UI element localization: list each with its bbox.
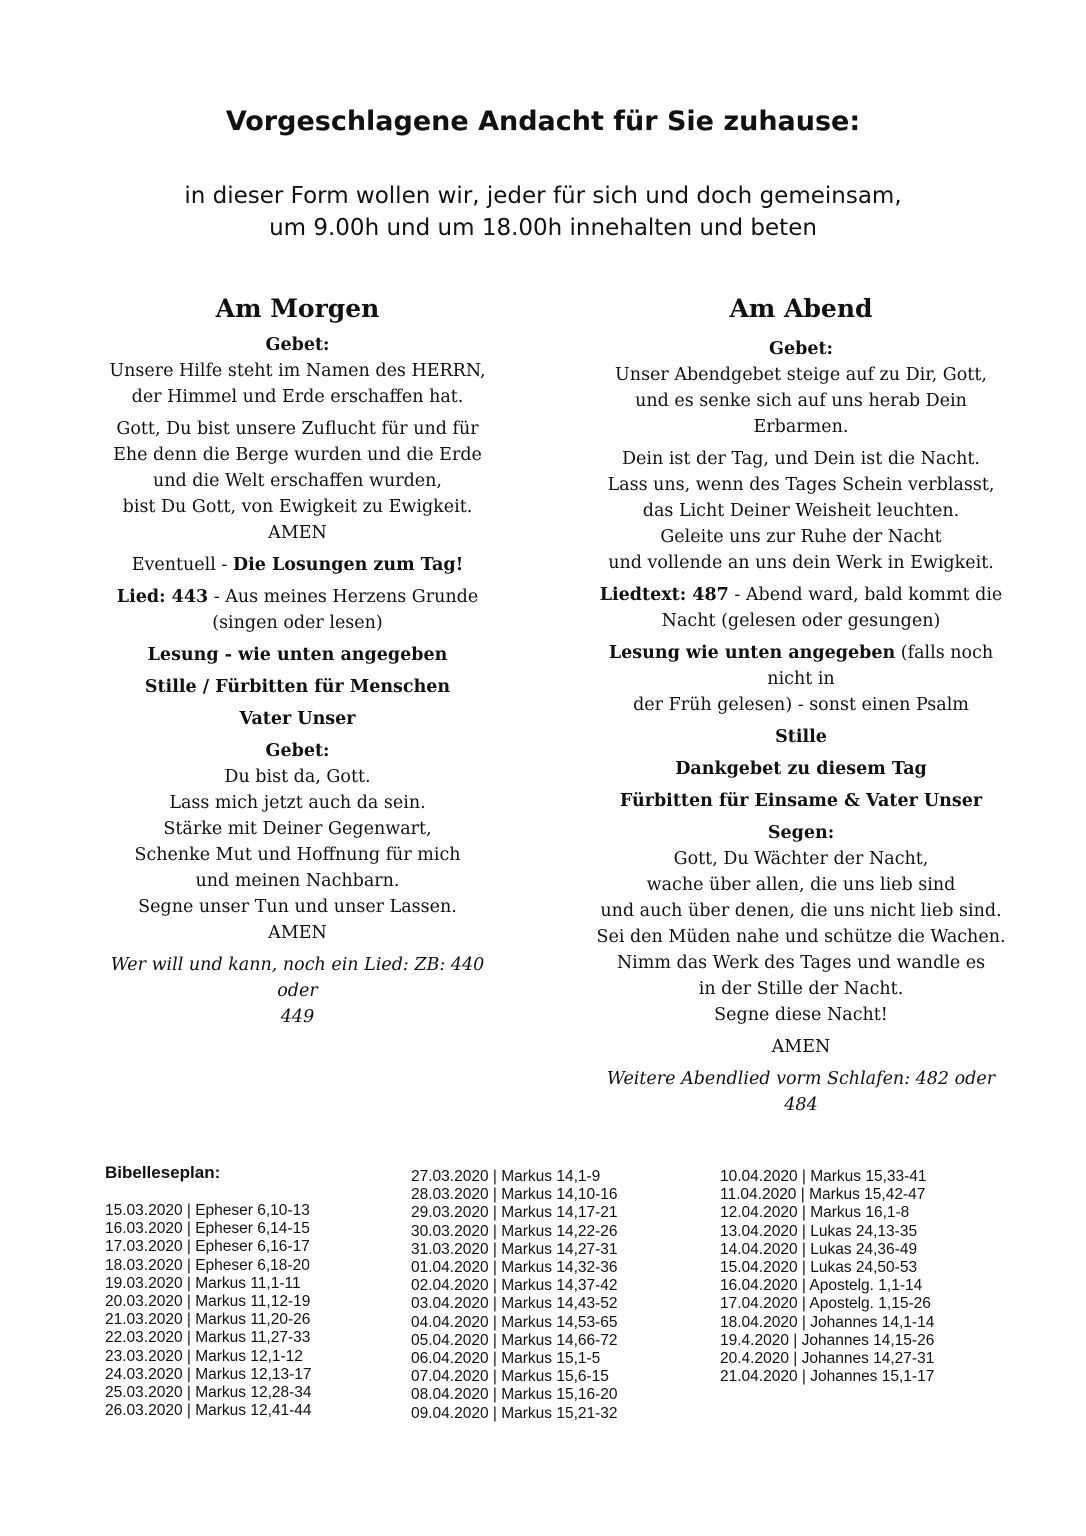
text-line: Dein ist der Tag, und Dein ist die Nacht. xyxy=(622,449,980,469)
reading-entry: 13.04.2020 | Lukas 24,13-35 xyxy=(720,1222,918,1240)
lied-text: - Aus meines Herzens Grunde xyxy=(208,587,479,607)
stille-line: Stille xyxy=(775,727,827,747)
text-line: Wer will und kann, noch ein Lied: ZB: 440 oder xyxy=(110,955,485,1001)
text-line: wache über allen, die uns lieb sind xyxy=(646,875,956,895)
reading-entry: 16.03.2020 | Epheser 6,14-15 xyxy=(105,1220,310,1238)
text-line: Lass mich jetzt auch da sein. xyxy=(169,793,426,813)
morning-gebet2-block xyxy=(95,738,500,946)
page-title: Vorgeschlagene Andacht für Sie zuhause: xyxy=(225,106,861,137)
lesung-line: Lesung - wie unten angegeben xyxy=(147,645,448,665)
morning-heading: Am Morgen xyxy=(215,294,380,323)
text-line: bist Du Gott, von Ewigkeit zu Ewigkeit. xyxy=(122,497,473,517)
reading-entry: 18.03.2020 | Epheser 6,18-20 xyxy=(105,1256,310,1274)
reading-entry: 03.04.2020 | Markus 14,43-52 xyxy=(411,1295,618,1313)
liedtext-text: - Abend ward, bald kommt die xyxy=(728,585,1003,605)
reading-entry: 05.04.2020 | Markus 14,66-72 xyxy=(411,1331,618,1349)
morning-gebet-block xyxy=(95,332,500,410)
bibelleseplan-heading: Bibelleseplan: xyxy=(105,1163,221,1182)
text-line: und vollende an uns dein Werk in Ewigkeit. xyxy=(608,553,994,573)
reading-entry: 16.04.2020 | Apostelg. 1,1-14 xyxy=(720,1277,923,1295)
text-line: Gott, Du Wächter der Nacht, xyxy=(673,849,929,869)
text-line: Schenke Mut und Hoffnung für mich xyxy=(134,845,461,865)
amen: AMEN xyxy=(771,1037,831,1057)
reading-entry: 29.03.2020 | Markus 14,17-21 xyxy=(411,1204,618,1222)
reading-entry: 14.04.2020 | Lukas 24,36-49 xyxy=(720,1240,918,1258)
text-line: Ehe denn die Berge wurden und die Erde xyxy=(113,445,482,465)
morning-prayer-block xyxy=(95,416,500,546)
reading-entry: 24.03.2020 | Markus 12,13-17 xyxy=(105,1365,312,1383)
text-line: Unsere Hilfe steht im Namen des HERRN, xyxy=(109,361,486,381)
text-line: der Früh gelesen) - sonst einen Psalm xyxy=(633,695,969,715)
liedtext-label: Liedtext: 487 xyxy=(599,585,729,605)
text-line: Lass uns, wenn des Tages Schein verblasst, xyxy=(607,475,995,495)
gebet-label: Gebet: xyxy=(265,335,330,355)
reading-entry: 12.04.2020 | Markus 16,1-8 xyxy=(720,1204,910,1222)
reading-entry: 06.04.2020 | Markus 15,1-5 xyxy=(411,1350,601,1368)
text-line: Nacht (gelesen oder gesungen) xyxy=(661,611,941,631)
lesung-text: (falls noch nicht in xyxy=(767,643,994,689)
evening-gebet-block xyxy=(595,336,1007,440)
subtitle-line: um 9.00h und um 18.00h innehalten und beten xyxy=(269,215,817,241)
reading-entry: 22.03.2020 | Markus 11,27-33 xyxy=(105,1329,311,1347)
reading-entry: 15.04.2020 | Lukas 24,50-53 xyxy=(720,1259,918,1277)
text-line: Segne unser Tun und unser Lassen. xyxy=(138,897,457,917)
losung-bold: Die Losungen zum Tag! xyxy=(232,555,464,575)
evening-column xyxy=(595,292,1007,1124)
text-line: Unser Abendgebet steige auf zu Dir, Gott, xyxy=(615,365,987,385)
text-line: Geleite uns zur Ruhe der Nacht xyxy=(660,527,942,547)
morning-column xyxy=(95,292,500,1036)
reading-entry: 20.03.2020 | Markus 11,12-19 xyxy=(105,1293,311,1311)
text-line: und die Welt erschaffen wurden, xyxy=(153,471,442,491)
reading-entry: 26.03.2020 | Markus 12,41-44 xyxy=(105,1402,312,1420)
lesung-bold: Lesung wie unten angegeben xyxy=(608,643,896,663)
text-line: Gott, Du bist unsere Zuflucht für und für xyxy=(116,419,479,439)
text-line: und auch über denen, die uns nicht lieb sind. xyxy=(600,901,1002,921)
text-line: und meinen Nachbarn. xyxy=(195,871,400,891)
reading-entry: 18.04.2020 | Johannes 14,1-14 xyxy=(720,1313,935,1331)
text-line: 449 xyxy=(280,1007,315,1027)
reading-entry: 02.04.2020 | Markus 14,37-42 xyxy=(411,1277,618,1295)
reading-entry: 17.03.2020 | Epheser 6,16-17 xyxy=(105,1238,310,1256)
reading-entry: 17.04.2020 | Apostelg. 1,15-26 xyxy=(720,1295,931,1313)
reading-entry: 30.03.2020 | Markus 14,22-26 xyxy=(411,1222,618,1240)
reading-entry: 09.04.2020 | Markus 15,21-32 xyxy=(411,1404,618,1422)
reading-entry: 01.04.2020 | Markus 14,32-36 xyxy=(411,1259,618,1277)
reading-entry: 21.03.2020 | Markus 11,20-26 xyxy=(105,1311,311,1329)
text-line: Segne diese Nacht! xyxy=(714,1005,888,1025)
evening-closing: Weitere Abendlied vorm Schlafen: 482 oder 484 xyxy=(606,1069,996,1115)
reading-entry: 21.04.2020 | Johannes 15,1-17 xyxy=(720,1368,935,1386)
reading-entry: 27.03.2020 | Markus 14,1-9 xyxy=(411,1168,601,1185)
lied-block xyxy=(95,584,500,636)
bibelleseplan-column-1 xyxy=(105,1163,312,1420)
text-line: (singen oder lesen) xyxy=(212,613,383,633)
losung-line xyxy=(95,552,500,578)
reading-entry: 23.03.2020 | Markus 12,1-12 xyxy=(105,1347,303,1365)
subtitle xyxy=(0,180,1086,244)
evening-heading: Am Abend xyxy=(729,294,873,323)
text-line: und es senke sich auf uns herab Dein Erbarmen. xyxy=(635,391,967,437)
vater-unser-line: Vater Unser xyxy=(239,709,356,729)
reading-entry: 25.03.2020 | Markus 12,28-34 xyxy=(105,1384,312,1402)
text-line: Sei den Müden nahe und schütze die Wachen. xyxy=(596,927,1006,947)
morning-closing xyxy=(95,952,500,1030)
lesung-block xyxy=(595,640,1007,718)
bibelleseplan-column-2 xyxy=(411,1168,618,1423)
reading-entry: 28.03.2020 | Markus 14,10-16 xyxy=(411,1186,618,1204)
liedtext-block xyxy=(595,582,1007,634)
fuerbitten-line: Fürbitten für Einsame & Vater Unser xyxy=(619,791,983,811)
reading-entry: 08.04.2020 | Markus 15,16-20 xyxy=(411,1386,618,1404)
reading-entry: 11.04.2020 | Markus 15,42-47 xyxy=(720,1186,926,1204)
text-line: der Himmel und Erde erschaffen hat. xyxy=(131,387,464,407)
gebet-label: Gebet: xyxy=(265,741,330,761)
lied-label: Lied: 443 xyxy=(116,587,209,607)
text-line: Nimm das Werk des Tages und wandle es xyxy=(616,953,986,973)
reading-entry: 19.4.2020 | Johannes 14,15-26 xyxy=(720,1331,935,1349)
text-line: das Licht Deiner Weisheit leuchten. xyxy=(642,501,960,521)
reading-entry: 07.04.2020 | Markus 15,6-15 xyxy=(411,1368,609,1386)
evening-prayer-block xyxy=(595,446,1007,576)
stille-line: Stille / Fürbitten für Menschen xyxy=(144,677,451,697)
text-line: Du bist da, Gott. xyxy=(224,767,371,787)
reading-entry: 15.03.2020 | Epheser 6,10-13 xyxy=(105,1202,310,1219)
text-line: in der Stille der Nacht. xyxy=(698,979,904,999)
reading-entry: 31.03.2020 | Markus 14,27-31 xyxy=(411,1240,618,1258)
segen-label: Segen: xyxy=(767,823,835,843)
reading-entry: 19.03.2020 | Markus 11,1-11 xyxy=(105,1274,301,1292)
bibelleseplan-column-3 xyxy=(720,1168,934,1386)
text-line: Stärke mit Deiner Gegenwart, xyxy=(163,819,432,839)
segen-block xyxy=(595,820,1007,1028)
reading-entry: 20.4.2020 | Johannes 14,27-31 xyxy=(720,1350,935,1368)
subtitle-line: in dieser Form wollen wir, jeder für sich und doch gemeinsam, xyxy=(184,183,902,209)
reading-entry: 04.04.2020 | Markus 14,53-65 xyxy=(411,1313,618,1331)
losung-prefix: Eventuell - xyxy=(131,555,233,575)
gebet-label: Gebet: xyxy=(769,339,833,359)
dankgebet-line: Dankgebet zu diesem Tag xyxy=(675,759,927,779)
amen: AMEN xyxy=(268,923,327,943)
reading-entry: 10.04.2020 | Markus 15,33-41 xyxy=(720,1168,927,1185)
amen: AMEN xyxy=(268,523,327,543)
